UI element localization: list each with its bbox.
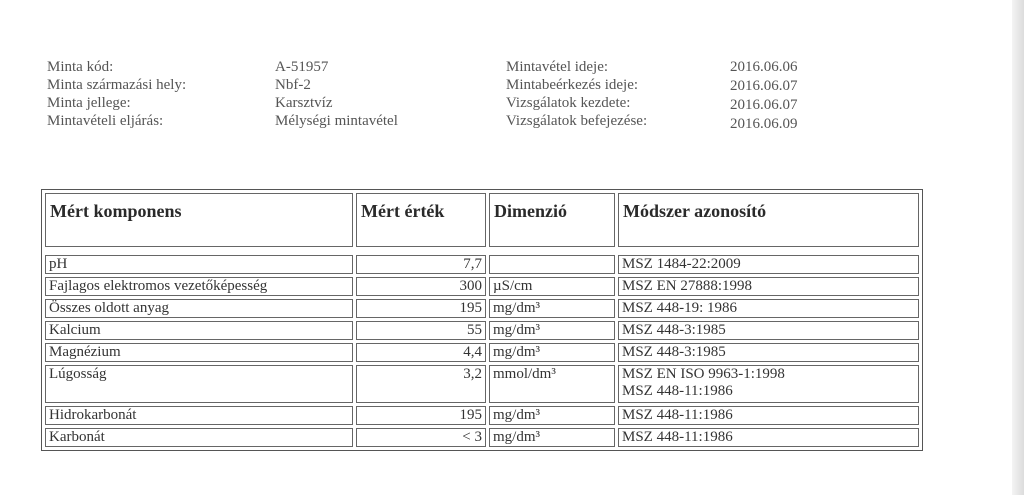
info-label-arrival-date: Mintabeérkezés ideje: xyxy=(506,77,639,93)
table-row xyxy=(45,406,919,425)
info-label-test-start: Vizsgálatok kezdete: xyxy=(506,95,631,111)
cell-unit: mg/dm³ xyxy=(489,343,615,362)
info-value-type: Karsztvíz xyxy=(275,95,333,111)
cell-value: 300 xyxy=(356,277,486,296)
cell-method: MSZ 448-3:1985 xyxy=(618,321,919,340)
table-row xyxy=(45,299,919,318)
table-spacer xyxy=(45,250,919,252)
cell-method: MSZ 448-11:1986 xyxy=(618,428,919,447)
info-value-sample-code: A-51957 xyxy=(275,59,329,75)
results-table xyxy=(41,189,923,451)
table-row xyxy=(45,255,919,274)
header-component: Mért komponens xyxy=(45,193,353,247)
cell-unit: mmol/dm³ xyxy=(489,365,615,403)
cell-method: MSZ 448-19: 1986 xyxy=(618,299,919,318)
cell-method: MSZ 448-3:1985 xyxy=(618,343,919,362)
cell-value: < 3 xyxy=(356,428,486,447)
cell-method-line1: MSZ EN ISO 9963-1:1998 xyxy=(622,366,785,382)
header-method: Módszer azonosító xyxy=(618,193,919,247)
cell-method: MSZ 1484-22:2009 xyxy=(618,255,919,274)
info-date-labels xyxy=(506,58,647,130)
cell-method-line2: MSZ 448-11:1986 xyxy=(622,383,733,399)
info-label-sample-code: Minta kód: xyxy=(47,59,114,75)
cell-value: 3,2 xyxy=(356,365,486,403)
cell-component: Lúgosság xyxy=(45,365,353,403)
info-label-sampling-date: Mintavétel ideje: xyxy=(506,59,609,75)
table-row xyxy=(45,365,919,403)
info-value-procedure: Mélységi mintavétel xyxy=(275,113,398,129)
info-label-type: Minta jellege: xyxy=(47,95,131,111)
info-value-test-start: 2016.06.07 xyxy=(730,97,798,113)
cell-value: 195 xyxy=(356,299,486,318)
cell-unit: mg/dm³ xyxy=(489,299,615,318)
cell-unit: mg/dm³ xyxy=(489,321,615,340)
info-value-arrival-date: 2016.06.07 xyxy=(730,78,798,94)
cell-component: Fajlagos elektromos vezetőképesség xyxy=(45,277,353,296)
cell-value: 55 xyxy=(356,321,486,340)
cell-component: Összes oldott anyag xyxy=(45,299,353,318)
table-row xyxy=(45,343,919,362)
header-unit: Dimenzió xyxy=(489,193,615,247)
cell-value: 195 xyxy=(356,406,486,425)
cell-component: Kalcium xyxy=(45,321,353,340)
cell-method-multi xyxy=(618,365,919,403)
cell-component: pH xyxy=(45,255,353,274)
info-label-test-end: Vizsgálatok befejezése: xyxy=(506,113,648,129)
cell-component: Hidrokarbonát xyxy=(45,406,353,425)
cell-unit: mg/dm³ xyxy=(489,428,615,447)
info-values xyxy=(275,58,398,130)
page-edge-shadow xyxy=(1012,0,1024,495)
cell-component: Magnézium xyxy=(45,343,353,362)
cell-unit: mg/dm³ xyxy=(489,406,615,425)
info-value-sampling-date: 2016.06.06 xyxy=(730,59,798,75)
table-header-row xyxy=(45,193,919,247)
cell-component: Karbonát xyxy=(45,428,353,447)
info-labels xyxy=(47,58,186,130)
info-value-test-end: 2016.06.09 xyxy=(730,116,798,132)
cell-value: 7,7 xyxy=(356,255,486,274)
table-row xyxy=(45,428,919,447)
table-row xyxy=(45,321,919,340)
cell-unit xyxy=(489,255,615,274)
cell-unit: µS/cm xyxy=(489,277,615,296)
cell-method: MSZ EN 27888:1998 xyxy=(618,277,919,296)
table-row xyxy=(45,277,919,296)
info-label-origin: Minta származási hely: xyxy=(47,77,187,93)
info-dates xyxy=(730,58,798,134)
info-label-procedure: Mintavételi eljárás: xyxy=(47,113,164,129)
cell-value: 4,4 xyxy=(356,343,486,362)
info-value-origin: Nbf-2 xyxy=(275,77,311,93)
header-value: Mért érték xyxy=(356,193,486,247)
cell-method: MSZ 448-11:1986 xyxy=(618,406,919,425)
